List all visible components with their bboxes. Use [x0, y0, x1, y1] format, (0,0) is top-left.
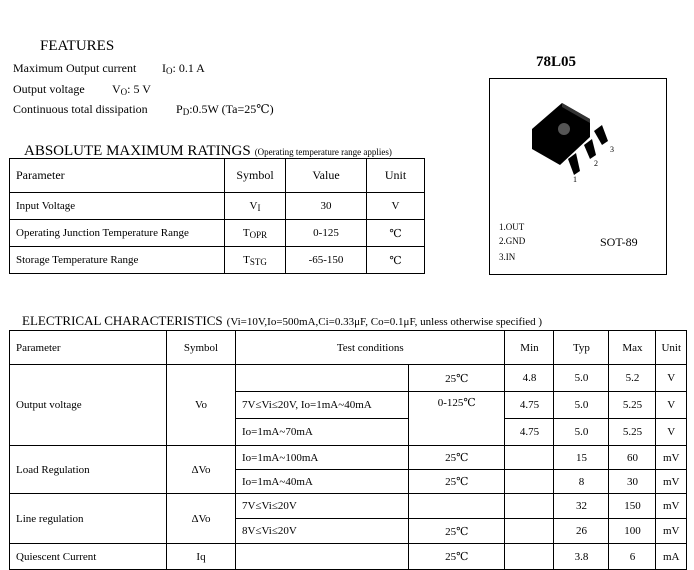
table-row [10, 220, 425, 247]
unit-cell: mV [656, 470, 687, 494]
typ-cell: 15 [554, 446, 609, 470]
unit-cell: mV [656, 494, 687, 519]
table-row [10, 494, 687, 519]
pin-label-3: 3 [610, 145, 614, 154]
max-cell: 60 [609, 446, 656, 470]
header-min: Min [505, 331, 554, 365]
unit-cell: V [656, 392, 687, 419]
typ-cell: 32 [554, 494, 609, 519]
header-test-conditions: Test conditions [236, 331, 505, 365]
typ-cell: 5.0 [554, 419, 609, 446]
elec-note: (Vi=10V,Io=500mA,Ci=0.33μF, Co=0.1μF, unless otherwise specified ) [226, 316, 543, 328]
header-typ: Typ [554, 331, 609, 365]
min-cell [505, 470, 554, 494]
min-cell: 4.75 [505, 419, 554, 446]
cond-cell: Io=1mA~40mA [236, 470, 409, 494]
table-header-row [10, 159, 425, 193]
feature-label: Output voltage [13, 82, 85, 96]
cond-cell [236, 544, 409, 570]
header-unit: Unit [656, 331, 687, 365]
abs-max-note: (Operating temperature range applies) [254, 147, 392, 157]
max-cell: 150 [609, 494, 656, 519]
abs-max-title: ABSOLUTE MAXIMUM RATINGS [24, 143, 251, 159]
abs-max-table [9, 158, 425, 274]
header-unit: Unit [367, 159, 425, 193]
symbol-cell: $V_I$ [225, 193, 286, 220]
cond-cell: 7V≤Vi≤20V [236, 494, 409, 519]
max-cell: 30 [609, 470, 656, 494]
min-cell [505, 494, 554, 519]
table-header-row [10, 331, 687, 365]
unit-cell: ℃ [367, 247, 425, 274]
param-load-regulation: Load Regulation [10, 446, 167, 494]
feature-max-current [13, 61, 136, 76]
symbol-vo: Vo [167, 365, 236, 446]
header-max: Max [609, 331, 656, 365]
table-row [10, 446, 687, 470]
min-cell [505, 519, 554, 544]
typ-cell: 8 [554, 470, 609, 494]
symbol-iq: Iq [167, 544, 236, 570]
param-output-voltage: Output voltage [10, 365, 167, 446]
max-cell: 5.25 [609, 419, 656, 446]
feature-dissipation-value: $P_D:0.5W$ (Ta=25℃) [176, 102, 274, 117]
symbol-dvo: ΔVo [167, 446, 236, 494]
pin-out: 1.OUT [499, 222, 525, 232]
table-row [10, 365, 687, 392]
cond-cell [236, 365, 409, 392]
symbol-cell: $T_{STG}$ [225, 247, 286, 274]
max-cell: 6 [609, 544, 656, 570]
feature-output-voltage [13, 82, 85, 97]
elec-title: ELECTRICAL CHARACTERISTICS [22, 313, 223, 328]
max-cell: 5.2 [609, 365, 656, 392]
table-row [10, 247, 425, 274]
feature-dissipation [13, 102, 148, 117]
unit-cell: V [656, 365, 687, 392]
table-row [10, 544, 687, 570]
temp-cell: 25℃ [409, 446, 505, 470]
feature-label: Continuous total dissipation [13, 102, 148, 116]
pin-label-2: 2 [594, 159, 598, 168]
typ-cell: 5.0 [554, 365, 609, 392]
package-name: SOT-89 [600, 235, 638, 249]
max-cell: 5.25 [609, 392, 656, 419]
temp-cell: 25℃ [409, 470, 505, 494]
package-box [489, 78, 667, 275]
temp-cell [409, 494, 505, 519]
param-cell: Operating Junction Temperature Range [10, 220, 225, 247]
feature-label: Maximum Output current [13, 61, 137, 75]
pin-in: 3.IN [499, 252, 516, 262]
value-cell: 30 [286, 193, 367, 220]
cond-cell: 8V≤Vi≤20V [236, 519, 409, 544]
pin-label-1: 1 [573, 175, 577, 184]
unit-cell: mV [656, 446, 687, 470]
header-symbol: Symbol [167, 331, 236, 365]
unit-cell: mV [656, 519, 687, 544]
elec-title-line [22, 312, 542, 330]
value-cell: 0-125 [286, 220, 367, 247]
pin-gnd: 2.GND [499, 236, 526, 246]
cond-cell: 7V≤Vi≤20V, Io=1mA~40mA [236, 392, 409, 419]
part-number: 78L05 [536, 54, 577, 70]
typ-cell: 26 [554, 519, 609, 544]
min-cell [505, 446, 554, 470]
temp-cell: 0-125℃ [409, 392, 505, 446]
feature-output-voltage-value: $V_O$: 5 V [112, 82, 151, 97]
sot89-package-icon [490, 79, 666, 199]
symbol-cell: $T_{OPR}$ [225, 220, 286, 247]
feature-max-current-value: $I_O$: 0.1 A [162, 61, 205, 76]
min-cell: 4.8 [505, 365, 554, 392]
typ-cell: 5.0 [554, 392, 609, 419]
header-parameter: Parameter [10, 159, 225, 193]
table-row [10, 193, 425, 220]
param-cell: Input Voltage [10, 193, 225, 220]
elec-table [9, 330, 687, 570]
unit-cell: V [367, 193, 425, 220]
param-quiescent-current: Quiescent Current [10, 544, 167, 570]
unit-cell: ℃ [367, 220, 425, 247]
typ-cell: 3.8 [554, 544, 609, 570]
header-value: Value [286, 159, 367, 193]
unit-cell: V [656, 419, 687, 446]
features-heading: FEATURES [40, 38, 115, 54]
max-cell: 100 [609, 519, 656, 544]
temp-cell: 25℃ [409, 365, 505, 392]
temp-cell: 25℃ [409, 519, 505, 544]
value-cell: -65-150 [286, 247, 367, 274]
param-line-regulation: Line regulation [10, 494, 167, 544]
min-cell: 4.75 [505, 392, 554, 419]
temp-cell: 25℃ [409, 544, 505, 570]
cond-cell: Io=1mA~70mA [236, 419, 409, 446]
unit-cell: mA [656, 544, 687, 570]
param-cell: Storage Temperature Range [10, 247, 225, 274]
symbol-dvo: ΔVo [167, 494, 236, 544]
min-cell [505, 544, 554, 570]
header-symbol: Symbol [225, 159, 286, 193]
header-parameter: Parameter [10, 331, 167, 365]
cond-cell: Io=1mA~100mA [236, 446, 409, 470]
